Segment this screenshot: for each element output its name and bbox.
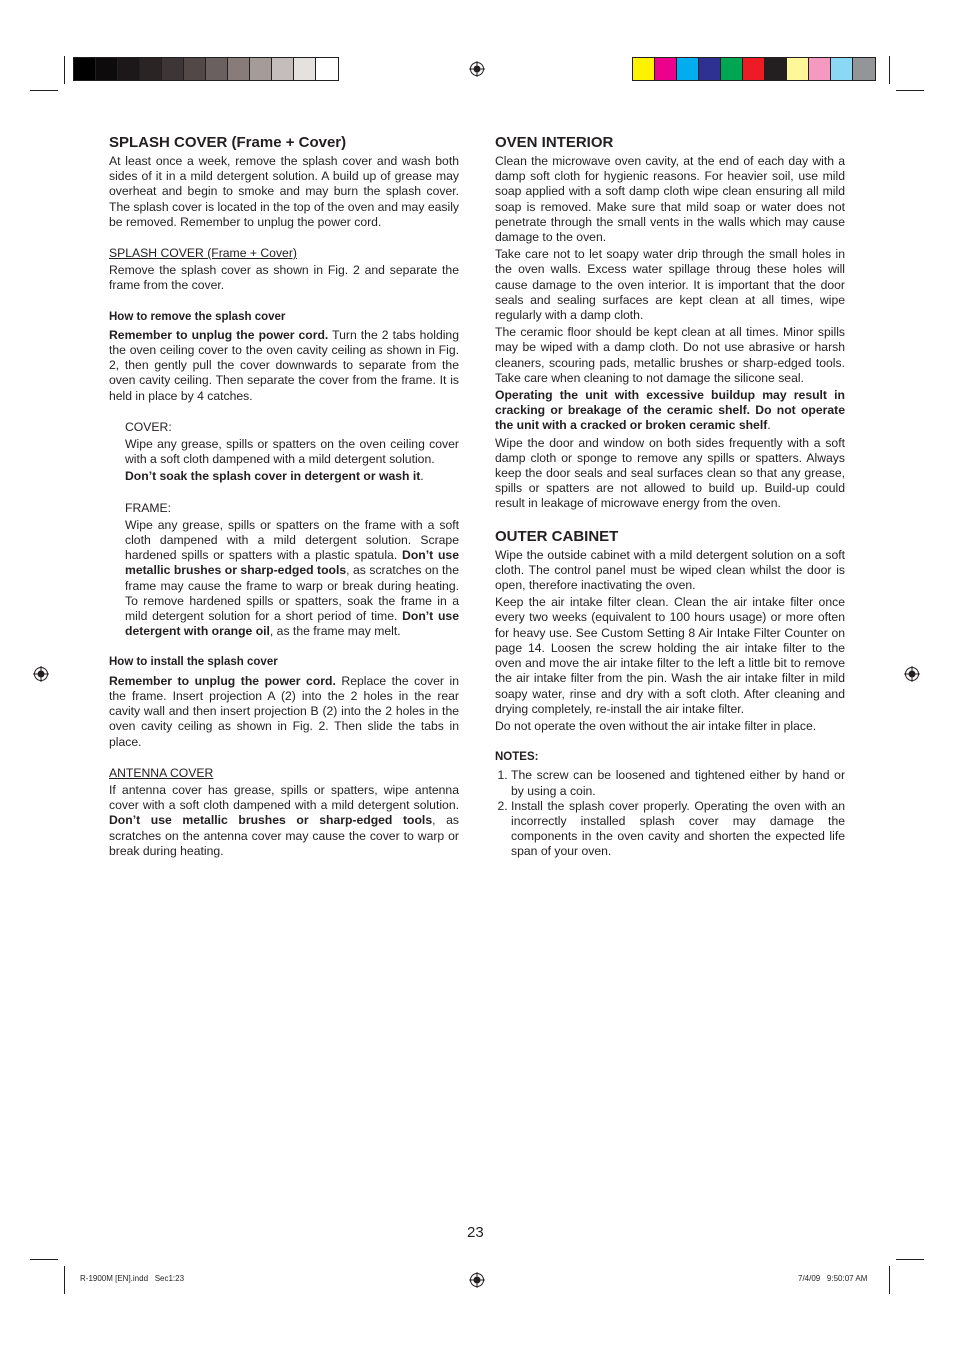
crop-mark (64, 1266, 65, 1294)
install-unplug-warning: Remember to unplug the power cord. (109, 673, 336, 688)
registration-target-icon (469, 1272, 485, 1288)
interior-paragraph-1: Clean the microwave oven cavity, at the end of each day with a damp soft cloth for hygienic reasons. For heavier soil, use mild soap applied with a soft damp cloth wipe clean ensuring all mild soap is removed. Make sure that mild soap or water does not penetrate through the small vents in the walls which may cause damage to the oven. (495, 154, 845, 245)
color-swatch (96, 58, 118, 80)
outer-paragraph-2: Keep the air intake filter clean. Clean the air intake filter once every two weeks (equivalent to 100 hours usage) or more often for heavy use. See Custom Setting 8 Air Intake Filter Counter on page 14. Loosen the screw holding the air intake filter to the oven and move the air intake filter to the left a little bit to remove the air intake filter from the pin. Wash the air intake filter in mild soapy water, rinse and dry with a soft cloth. After cleaning and drying completely, re-install the air intake filter. (495, 595, 845, 716)
cover-warning-end: . (420, 469, 424, 484)
color-swatch (633, 58, 655, 80)
remove-instructions (109, 328, 459, 404)
install-steps: Replace the cover in the frame. Insert projection A (2) into the 2 holes in the rear cavity wall and then insert projection B (2) into the 2 holes in the oven cavity ceiling as shown in Fig. 2. Then slide the tabs in place. (109, 673, 459, 749)
splash-cover-instructions: Remove the splash cover as shown in Fig. 2 and separate the frame from the cover. (109, 263, 459, 293)
color-swatch (787, 58, 809, 80)
install-instructions (109, 674, 459, 750)
frame-text-2: , as scratches on the frame may cause the frame to warp or break during heating. To remove hardened spills or spatters, soak the frame in a mild detergent solution for a short period of time. (125, 563, 459, 624)
footer-file-slug: R-1900M [EN].indd Sec1:23 (80, 1274, 185, 1283)
interior-paragraph-2: Take care not to let soapy water drip through the small holes in the oven walls. Excess water spillage throug these holes will cause damage to the oven interior. It is important that the door seals and sealing surfaces are kept clean at all times, wipe regularly with a damp cloth. (495, 247, 845, 323)
section-title-oven-interior: OVEN INTERIOR (495, 134, 614, 151)
color-swatch (655, 58, 677, 80)
grayscale-color-bar (73, 57, 339, 81)
frame-text-1: Wipe any grease, spills or spatters on the frame with a soft cloth dampened with a mild detergent solution. Scrape hardened spills or spatters with a plastic spatula. (125, 517, 459, 563)
color-swatch (118, 58, 140, 80)
color-swatch (743, 58, 765, 80)
cover-warning-bold: Don’t soak the splash cover in detergent or wash it (125, 469, 421, 484)
color-swatch (853, 58, 875, 80)
color-swatch (765, 58, 787, 80)
remove-steps: Turn the 2 tabs holding the oven ceiling cover to the oven cavity ceiling as shown in Fig. 2, then gently pull the cover downwards to separate from the oven cavity ceiling. Then separate the cover from the frame. It is held in place by 4 catches. (109, 327, 459, 403)
color-swatch (162, 58, 184, 80)
frame-warning-1: Don’t use metallic brushes or sharp-edged tools (125, 548, 459, 578)
registration-target-icon (33, 666, 49, 682)
heading-install-splash-cover: How to install the splash cover (109, 656, 278, 669)
color-swatch (699, 58, 721, 80)
frame-text-3: , as the frame may melt. (269, 624, 401, 639)
note-item: 2. Install the splash cover properly. Operating the oven with an incorrectly installed splash cover may damage the components in the oven cavity and shorten the expected life span of your oven. (511, 799, 845, 860)
registration-target-icon (904, 666, 920, 682)
registration-target-icon (469, 61, 485, 77)
cover-text: Wipe any grease, spills or spatters on the oven ceiling cover with a soft cloth dampened with a mild detergent solution. (125, 437, 459, 467)
splash-cover-intro: At least once a week, remove the splash cover and wash both sides of it in a mild detergent solution. A build up of grease may overheat and begin to smoke and may burn the splash cover. The splash cover is located in the top of the oven and may easily be removed. Remember to unplug the power cord. (109, 154, 459, 229)
subsection-label-splash-cover: SPLASH COVER (Frame + Cover) (109, 246, 297, 261)
notes-title: NOTES: (495, 751, 539, 764)
outer-paragraph-1: Wipe the outside cabinet with a mild detergent solution on a soft cloth. The control panel must be wiped clean whilst the door is open, therefore inactivating the oven. (495, 547, 845, 593)
unplug-warning: Remember to unplug the power cord. (109, 327, 329, 342)
page-number: 23 (467, 1224, 484, 1241)
process-color-bar (632, 57, 876, 81)
crop-mark (889, 1266, 890, 1294)
crop-mark (30, 1259, 58, 1260)
left-column (109, 134, 459, 861)
color-swatch (809, 58, 831, 80)
cover-label: COVER: (125, 419, 172, 434)
antenna-cover-text (109, 783, 459, 859)
footer-timestamp: 7/4/09 9:50:07 AM (798, 1274, 868, 1283)
right-column (495, 134, 845, 860)
antenna-warning: Don’t use metallic brushes or sharp-edged tools (109, 813, 433, 828)
color-swatch (677, 58, 699, 80)
color-swatch (250, 58, 272, 80)
antenna-text-1: If antenna cover has grease, spills or spatters, wipe antenna cover with a soft cloth dampened with a mild detergent solution. (109, 782, 459, 813)
color-swatch (184, 58, 206, 80)
ceramic-shelf-warning-end: . (767, 418, 771, 433)
crop-mark (889, 56, 890, 84)
color-swatch (831, 58, 853, 80)
note-item: 1. The screw can be loosened and tightened either by hand or by using a coin. (511, 768, 845, 798)
color-swatch (721, 58, 743, 80)
cover-block (109, 420, 459, 640)
notes-list (495, 768, 845, 859)
color-swatch (74, 58, 96, 80)
subsection-label-antenna-cover: ANTENNA COVER (109, 765, 214, 780)
crop-mark (896, 90, 924, 91)
frame-text (125, 518, 459, 640)
color-swatch (228, 58, 250, 80)
crop-mark (896, 1259, 924, 1260)
color-swatch (316, 58, 338, 80)
antenna-text-2: , as scratches on the antenna cover may cause the cover to warp or break during heating. (109, 813, 459, 858)
section-title-outer-cabinet: OUTER CABINET (495, 527, 619, 545)
frame-label: FRAME: (125, 500, 172, 515)
interior-paragraph-4: Wipe the door and window on both sides frequently with a soft damp cloth or sponge to remove any spills or spatters. Always keep the door seals and seal surfaces clean so that any grease, spills or spatters are not allowed to build up. Build-up could result in leakage of microwave energy from the oven. (495, 435, 845, 511)
heading-remove-splash-cover: How to remove the splash cover (109, 310, 286, 323)
color-swatch (206, 58, 228, 80)
color-swatch (140, 58, 162, 80)
cover-warning (125, 469, 459, 484)
ceramic-shelf-warning-bold: Operating the unit with excessive buildup may result in cracking or breakage of the ceramic shelf. Do not operate the unit with a cracked or broken ceramic shelf (495, 388, 845, 433)
crop-mark (64, 56, 65, 84)
color-swatch (272, 58, 294, 80)
color-swatch (294, 58, 316, 80)
frame-warning-2: Don’t use detergent with orange oil (125, 609, 459, 639)
ceramic-shelf-warning (495, 388, 845, 434)
outer-paragraph-3: Do not operate the oven without the air intake filter in place. (495, 718, 817, 733)
interior-paragraph-3: The ceramic floor should be kept clean at all times. Minor spills may be wiped with a damp cloth. Do not use abrasive or harsh cleaners, scouring pads, metallic brushes or sharp-edged tools. Take care when cleaning to not damage the silicone seal. (495, 325, 845, 385)
crop-mark (30, 90, 58, 91)
section-title-splash-cover: SPLASH COVER (Frame + Cover) (109, 134, 347, 151)
